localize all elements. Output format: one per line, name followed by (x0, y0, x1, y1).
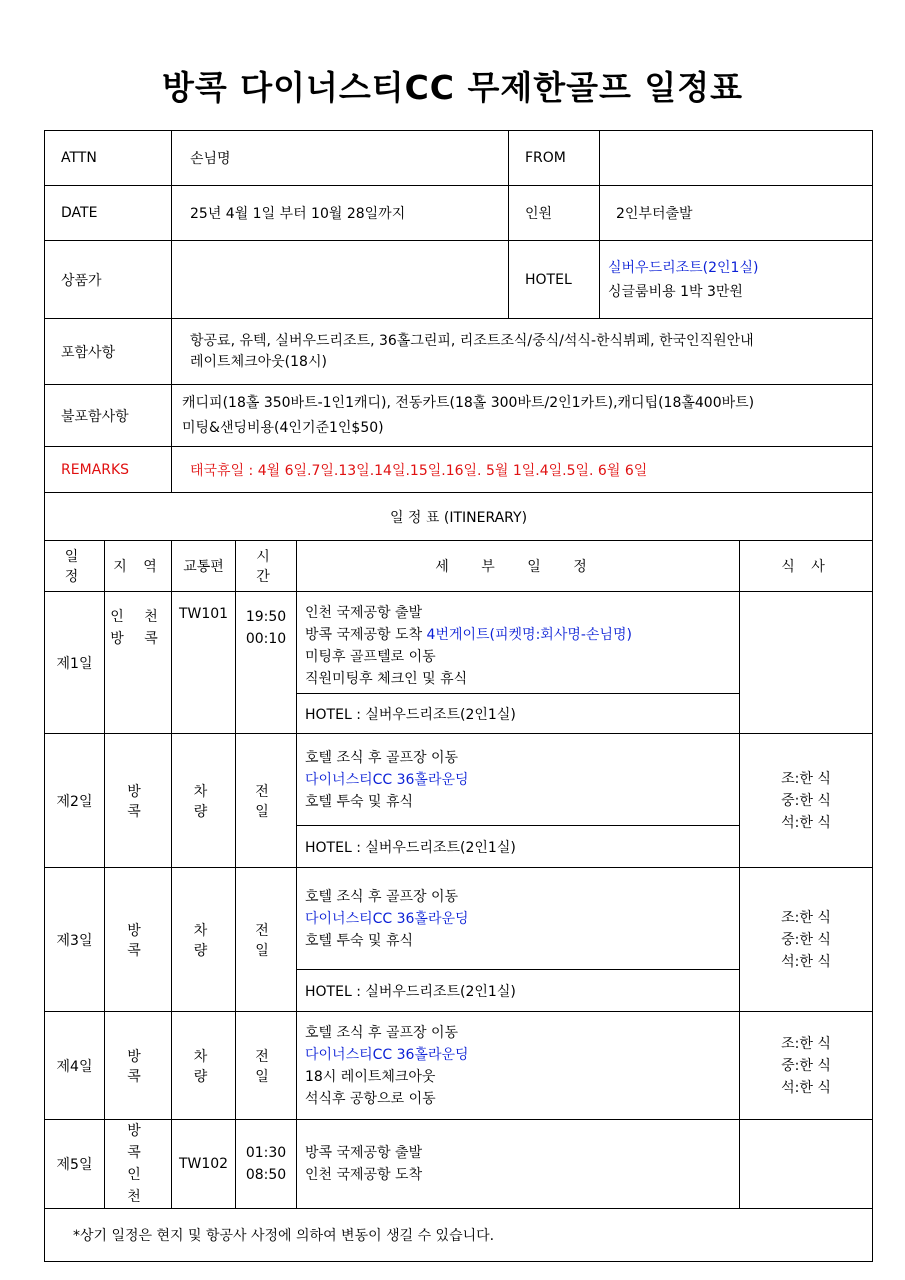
day-4-line-4: 석식후 공항으로 이동 (305, 1090, 436, 1107)
day-1-region-1: 인 천 (110, 609, 166, 625)
day-1-line-2a: 방콕 국제공항 도착 (305, 626, 427, 643)
hotel-name: 실버우드리조트(2인1실) (608, 259, 759, 276)
day-2-label: 제2일 (45, 734, 105, 868)
hotel-label: HOTEL (509, 241, 600, 319)
day-4-row (45, 1012, 873, 1120)
day-3-line-1: 호텔 조식 후 골프장 이동 (305, 888, 459, 905)
remarks-label: REMARKS (45, 447, 172, 493)
remarks-value: 태국휴일 : 4월 6일.7일.13일.14일.15일.16일. 5월 1일.4일.5일. 6월 6일 (172, 447, 873, 493)
day-3-time: 전 일 (236, 868, 297, 1012)
day-2-time: 전 일 (236, 734, 297, 868)
day-2-line-1: 호텔 조식 후 골프장 이동 (305, 749, 459, 766)
day-1-line-4: 직원미팅후 체크인 및 휴식 (305, 670, 468, 687)
exclude-label: 불포함사항 (45, 385, 172, 447)
day-2-row (45, 734, 873, 826)
day-5-time-1: 01:30 (245, 1145, 287, 1161)
day-2-region: 방 콕 (105, 734, 172, 868)
day-4-transport: 차 량 (172, 1012, 236, 1120)
price-label: 상품가 (45, 241, 172, 319)
day-1-time-1: 19:50 (245, 609, 287, 625)
include-line-2: 레이트체크아웃(18시) (190, 353, 327, 370)
day-5-label: 제5일 (45, 1120, 105, 1209)
day-3-hotel: HOTEL : 실버우드리조트(2인1실) (297, 970, 740, 1012)
day-1-region-2: 방 콕 (110, 631, 166, 647)
day-5-line-2: 인천 국제공항 도착 (305, 1167, 423, 1183)
header-day: 일 정 (45, 541, 105, 592)
day-4-meal-dinner: 석:한 식 (781, 1079, 831, 1096)
price-value (172, 241, 509, 319)
day-3-label: 제3일 (45, 868, 105, 1012)
exclude-line-1: 캐디피(18홀 350바트-1인1캐디), 전동카트(18홀 300바트/2인1카트),캐디팁(18홀400바트) (182, 394, 755, 411)
day-2-meal-lunch: 중:한 식 (781, 792, 831, 809)
day-2-meal-breakfast: 조:한 식 (781, 770, 831, 787)
day-2-transport: 차 량 (172, 734, 236, 868)
day-1-gate-info: 4번게이트(피켓명:회사명-손님명) (426, 626, 632, 643)
attn-label: ATTN (45, 131, 172, 186)
day-1-meal (740, 592, 873, 734)
itinerary-title: 일 정 표 (ITINERARY) (45, 493, 873, 541)
day-5-meal (740, 1120, 873, 1209)
day-2-line-2: 다이너스티CC 36홀라운딩 (305, 771, 469, 788)
day-4-line-2: 다이너스티CC 36홀라운딩 (305, 1046, 469, 1063)
exclude-line-2: 미팅&샌딩비용(4인기준1인$50) (182, 419, 384, 436)
attn-value: 손님명 (172, 131, 509, 186)
day-1-row (45, 592, 873, 694)
from-label: FROM (509, 131, 600, 186)
schedule-table (44, 540, 873, 1262)
day-5-region-2: 인 천 (127, 1167, 149, 1205)
day-5-transport: TW102 (172, 1120, 236, 1209)
people-label: 인원 (509, 186, 600, 241)
header-region: 지 역 (105, 541, 172, 592)
day-3-meal-lunch: 중:한 식 (781, 931, 831, 948)
day-1-line-3: 미팅후 골프텔로 이동 (305, 648, 436, 665)
include-label: 포함사항 (45, 319, 172, 385)
day-4-label: 제4일 (45, 1012, 105, 1120)
document-title: 방콕 다이너스티CC 무제한골프 일정표 (161, 68, 744, 107)
day-4-meal-lunch: 중:한 식 (781, 1057, 831, 1074)
day-1-transport: TW101 (172, 592, 236, 734)
day-3-meal-dinner: 석:한 식 (781, 953, 831, 970)
include-line-1: 항공료, 유텍, 실버우드리조트, 36홀그린피, 리조트조식/중식/석식-한식뷔페, 한국인직원안내 (190, 332, 754, 349)
date-value: 25년 4월 1일 부터 10월 28일까지 (172, 186, 509, 241)
footer-note: *상기 일정은 현지 및 항공사 사정에 의하여 변동이 생길 수 있습니다. (45, 1209, 873, 1262)
day-4-meal-breakfast: 조:한 식 (781, 1035, 831, 1052)
day-1-label: 제1일 (45, 592, 105, 734)
day-4-region: 방 콕 (105, 1012, 172, 1120)
day-2-hotel: HOTEL : 실버우드리조트(2인1실) (297, 826, 740, 868)
day-5-time-2: 08:50 (245, 1167, 287, 1183)
single-room-cost: 싱글룸비용 1박 3만원 (608, 283, 743, 300)
day-3-region: 방 콕 (105, 868, 172, 1012)
day-5-row (45, 1120, 873, 1209)
from-value (600, 131, 873, 186)
people-value: 2인부터출발 (600, 186, 873, 241)
header-transport: 교통편 (172, 541, 236, 592)
header-detail: 세 부 일 정 (297, 541, 740, 592)
header-meal: 식 사 (740, 541, 873, 592)
day-1-hotel: HOTEL : 실버우드리조트(2인1실) (297, 694, 740, 734)
day-3-line-3: 호텔 투숙 및 휴식 (305, 932, 414, 949)
day-4-time: 전 일 (236, 1012, 297, 1120)
day-4-line-1: 호텔 조식 후 골프장 이동 (305, 1024, 459, 1041)
day-2-meal-dinner: 석:한 식 (781, 814, 831, 831)
day-2-line-3: 호텔 투숙 및 휴식 (305, 793, 414, 810)
date-label: DATE (45, 186, 172, 241)
day-3-row (45, 868, 873, 970)
day-1-line-1: 인천 국제공항 출발 (305, 604, 423, 621)
day-3-meal-breakfast: 조:한 식 (781, 909, 831, 926)
info-table (44, 130, 873, 541)
header-time: 시 간 (236, 541, 297, 592)
day-5-region-1: 방 콕 (127, 1123, 149, 1161)
day-3-transport: 차 량 (172, 868, 236, 1012)
day-3-line-2: 다이너스티CC 36홀라운딩 (305, 910, 469, 927)
day-5-line-1: 방콕 국제공항 출발 (305, 1145, 423, 1161)
day-4-line-3: 18시 레이트체크아웃 (305, 1068, 436, 1085)
day-1-time-2: 00:10 (245, 631, 287, 647)
